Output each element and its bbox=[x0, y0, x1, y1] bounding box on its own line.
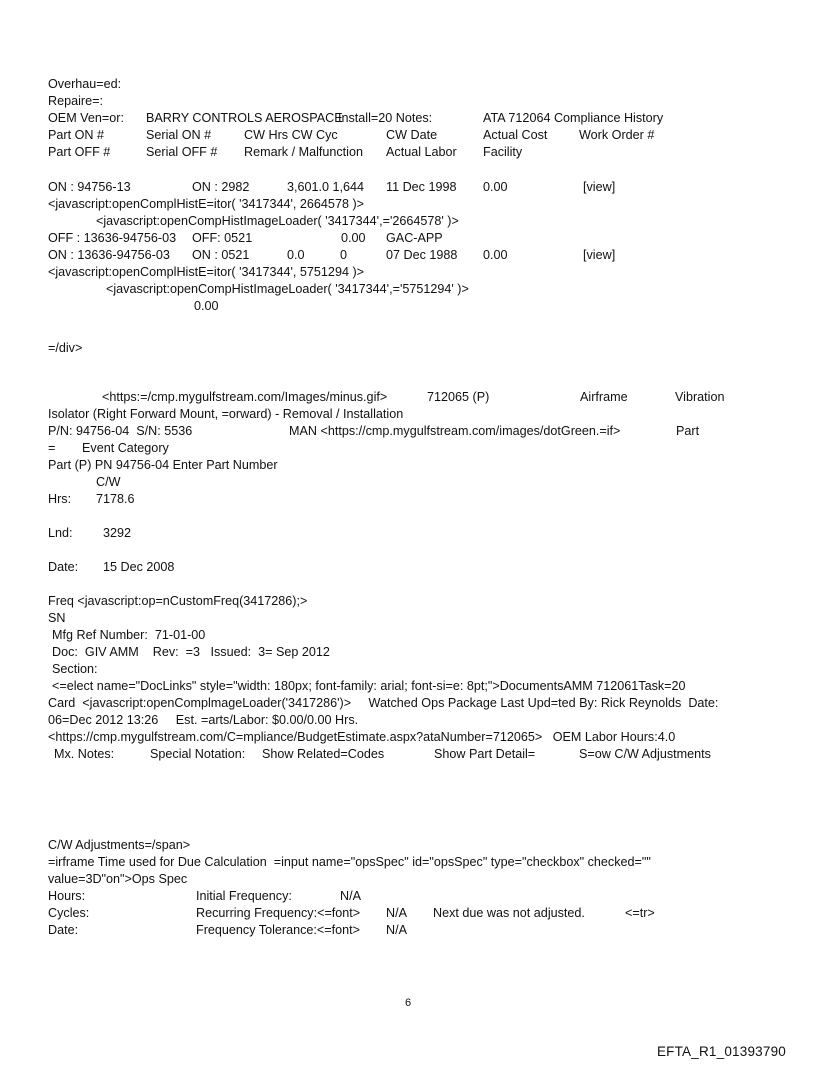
column-header-work-order: Work Order # bbox=[579, 128, 655, 142]
man-status-link[interactable]: MAN <https://cmp.mygulfstream.com/images/dotGreen.=if> bbox=[289, 424, 621, 438]
record-2-on-part: ON : 13636-94756-03 bbox=[48, 248, 170, 262]
date-value: 15 Dec 2008 bbox=[103, 560, 175, 574]
lnd-label: Lnd: bbox=[48, 526, 73, 540]
record-2-on-serial: ON : 0521 bbox=[192, 248, 250, 262]
date-label-adjust: Date: bbox=[48, 923, 79, 937]
record-2-view-link[interactable]: [view] bbox=[583, 248, 616, 262]
record-1-editor-link[interactable]: <javascript:openComplHistE=itor( '3417344', 2664578 )> bbox=[48, 197, 364, 211]
special-notation-label: Special Notation: bbox=[150, 747, 246, 761]
task-pn-sn: P/N: 94756-04 S/N: 5536 bbox=[48, 424, 193, 438]
document-id: EFTA_R1_01393790 bbox=[656, 1044, 786, 1059]
column-header-remark: Remark / Malfunction bbox=[244, 145, 363, 159]
oem-vendor-value: BARRY CONTROLS AEROSPACE bbox=[146, 111, 343, 125]
column-header-cw-date: CW Date bbox=[386, 128, 438, 142]
record-2-hrs: 0.0 bbox=[287, 248, 305, 262]
task-title-continued: Isolator (Right Forward Mount, =orward) - Removal / Installation bbox=[48, 407, 404, 421]
record-2-image-loader-link[interactable]: <javascript:openCompHistImageLoader( '3417344',='5751294' )> bbox=[106, 282, 469, 296]
recurring-frequency-label: Recurring Frequency:<=font> bbox=[196, 906, 361, 920]
recurring-frequency-value: N/A bbox=[386, 906, 407, 920]
frequency-tolerance-label: Frequency Tolerance:<=font> bbox=[196, 923, 360, 937]
task-code: 712065 (P) bbox=[427, 390, 490, 404]
record-1-image-loader-link[interactable]: <javascript:openCompHistImageLoader( '3417344',='2664578' )> bbox=[96, 214, 459, 228]
initial-frequency-label: Initial Frequency: bbox=[196, 889, 292, 903]
doc-links-select[interactable]: <=elect name="DocLinks" style="width: 180px; font-family: arial; font-si=e: 8pt;">DocumentsAMM 712061Task=20 bbox=[52, 679, 686, 693]
show-cw-adjustments-link[interactable]: S=ow C/W Adjustments bbox=[579, 747, 711, 761]
cycles-label: Cycles: bbox=[48, 906, 90, 920]
show-part-detail-link[interactable]: Show Part Detail= bbox=[434, 747, 536, 761]
record-1-off-part: OFF : 13636-94756-03 bbox=[48, 231, 177, 245]
hrs-value: 7178.6 bbox=[96, 492, 135, 506]
oem-vendor-label: OEM Ven=or: bbox=[48, 111, 124, 125]
repaired-label: Repaire=: bbox=[48, 94, 103, 108]
column-header-actual-cost: Actual Cost bbox=[483, 128, 548, 142]
ops-spec-checkbox-line[interactable]: =irframe Time used for Due Calculation =input name="opsSpec" id="opsSpec" type="checkbox" checked="" bbox=[48, 855, 651, 869]
show-related-codes-link[interactable]: Show Related=Codes bbox=[262, 747, 385, 761]
minus-icon-link[interactable]: <https:=/cmp.mygulfstream.com/Images/minus.gif> bbox=[102, 390, 388, 404]
lnd-value: 3292 bbox=[103, 526, 132, 540]
record-2-labor: 0.00 bbox=[194, 299, 219, 313]
record-1-off-serial: OFF: 0521 bbox=[192, 231, 253, 245]
tr-tag: <=tr> bbox=[625, 906, 655, 920]
event-category-label: Event Category bbox=[82, 441, 169, 455]
cw-label: C/W bbox=[96, 475, 121, 489]
card-image-loader-line[interactable]: Card <javascript:openComplmageLoader('3417286')> Watched Ops Package Last Upd=ted By: Rick Reynolds Date: bbox=[48, 696, 719, 710]
custom-frequency-link[interactable]: Freq <javascript:op=nCustomFreq(3417286);> bbox=[48, 594, 308, 608]
ops-spec-value-line: value=3D"on">Ops Spec bbox=[48, 872, 188, 886]
record-2-editor-link[interactable]: <javascript:openComplHistE=itor( '3417344', 5751294 )> bbox=[48, 265, 364, 279]
record-1-hrs-cyc: 3,601.0 1,644 bbox=[287, 180, 365, 194]
overhauled-label: Overhau=ed: bbox=[48, 77, 122, 91]
record-1-facility: GAC-APP bbox=[386, 231, 443, 245]
column-header-actual-labor: Actual Labor bbox=[386, 145, 457, 159]
record-1-labor: 0.00 bbox=[341, 231, 366, 245]
section-label: Section: bbox=[52, 662, 98, 676]
mx-notes-label: Mx. Notes: bbox=[54, 747, 115, 761]
compliance-history-title: ATA 712064 Compliance History bbox=[483, 111, 664, 125]
hrs-label: Hrs: bbox=[48, 492, 72, 506]
column-header-facility: Facility bbox=[483, 145, 523, 159]
sn-label: SN bbox=[48, 611, 66, 625]
page-number: 6 bbox=[404, 997, 412, 1009]
task-title-vibration: Vibration bbox=[675, 390, 725, 404]
column-header-cw-hrs-cyc: CW Hrs CW Cyc bbox=[244, 128, 338, 142]
date-label: Date: bbox=[48, 560, 79, 574]
next-due-note: Next due was not adjusted. bbox=[433, 906, 585, 920]
task-category: Airframe bbox=[580, 390, 628, 404]
record-1-date: 11 Dec 1998 bbox=[386, 180, 457, 194]
mfg-ref-number: Mfg Ref Number: 71-01-00 bbox=[52, 628, 206, 642]
last-updated-line: 06=Dec 2012 13:26 Est. =arts/Labor: $0.00/0.00 Hrs. bbox=[48, 713, 359, 727]
column-header-part-on: Part ON # bbox=[48, 128, 104, 142]
part-entry-field[interactable]: Part (P) PN 94756-04 Enter Part Number bbox=[48, 458, 278, 472]
column-header-serial-off: Serial OFF # bbox=[146, 145, 218, 159]
record-1-on-serial: ON : 2982 bbox=[192, 180, 250, 194]
div-close-tag: =/div> bbox=[48, 341, 83, 355]
record-1-cost: 0.00 bbox=[483, 180, 508, 194]
frequency-tolerance-value: N/A bbox=[386, 923, 407, 937]
record-2-date: 07 Dec 1988 bbox=[386, 248, 458, 262]
install-notes: Install=20 Notes: bbox=[338, 111, 433, 125]
record-2-cost: 0.00 bbox=[483, 248, 508, 262]
initial-frequency-value: N/A bbox=[340, 889, 361, 903]
cw-adjustments-heading: C/W Adjustments=/span> bbox=[48, 838, 191, 852]
record-1-view-link[interactable]: [view] bbox=[583, 180, 616, 194]
budget-estimate-link[interactable]: <https://cmp.mygulfstream.com/C=mpliance/BudgetEstimate.aspx?ataNumber=712065> OEM Labor Hours:4.0 bbox=[48, 730, 676, 744]
doc-revision-line: Doc: GIV AMM Rev: =3 Issued: 3= Sep 2012 bbox=[52, 645, 330, 659]
part-word: Part bbox=[676, 424, 700, 438]
record-1-on-part: ON : 94756-13 bbox=[48, 180, 131, 194]
column-header-serial-on: Serial ON # bbox=[146, 128, 212, 142]
record-2-cyc: 0 bbox=[340, 248, 348, 262]
column-header-part-off: Part OFF # bbox=[48, 145, 111, 159]
equals-sign: = bbox=[48, 441, 56, 455]
hours-label: Hours: bbox=[48, 889, 86, 903]
